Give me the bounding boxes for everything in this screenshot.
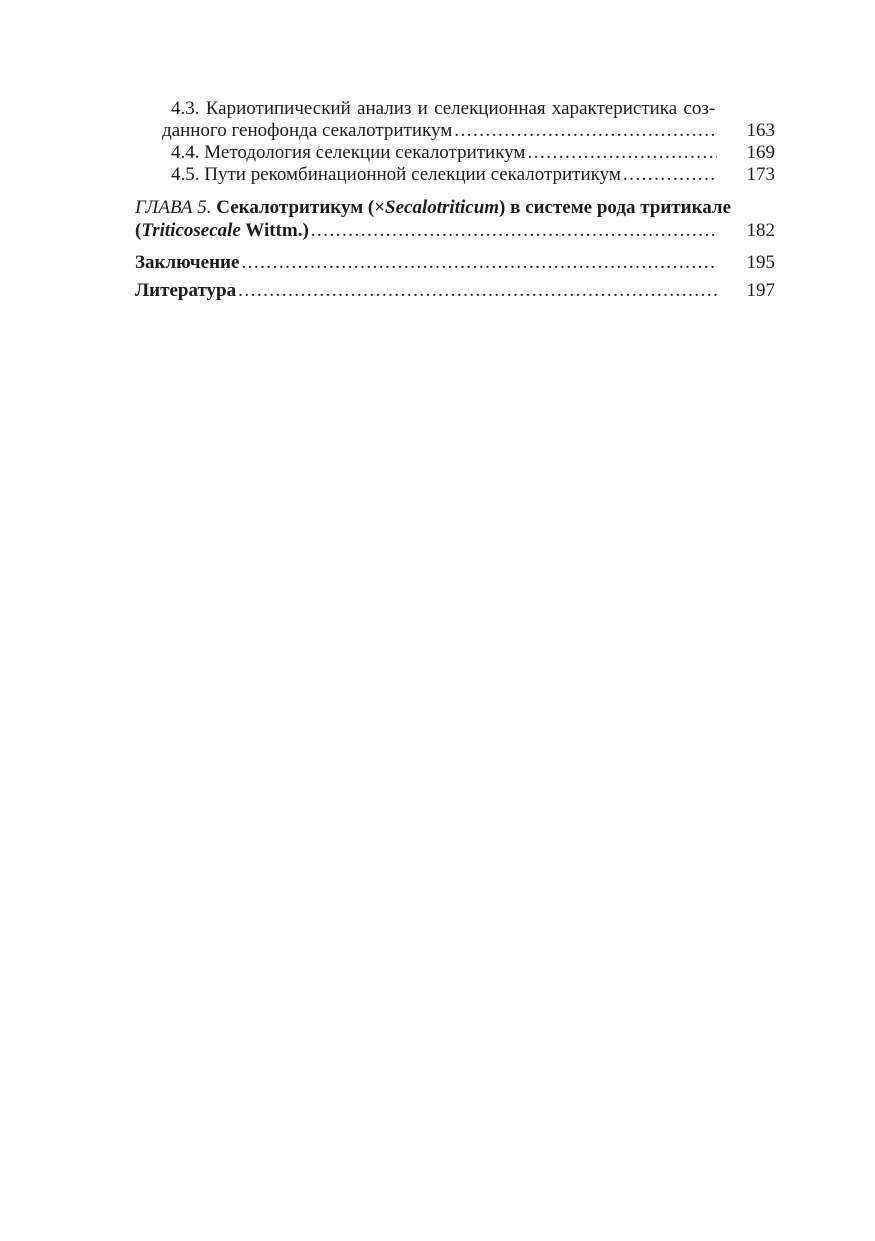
toc-entry-line xyxy=(162,120,775,142)
toc-entry-line xyxy=(162,98,775,120)
toc-entry-4-5 xyxy=(162,164,775,186)
toc-entry-text xyxy=(135,219,309,242)
toc-entry-line xyxy=(135,252,775,274)
toc-entry-line xyxy=(135,219,775,242)
chapter-label: ГЛАВА 5. xyxy=(135,197,212,218)
chapter-title-text: ) в системе рода тритикале xyxy=(499,197,731,218)
dot-leader xyxy=(241,252,717,274)
dot-leader xyxy=(311,219,717,242)
toc-entry-4-4 xyxy=(162,142,775,164)
dot-leader xyxy=(454,120,717,142)
dot-leader xyxy=(238,280,717,302)
dot-leader xyxy=(623,164,717,186)
chapter-title-text: Wittm.) xyxy=(240,220,309,241)
page-number: 169 xyxy=(746,142,775,163)
chapter-title-text: ( xyxy=(135,220,142,241)
toc-entry-text: данного генофонда секалотритикум xyxy=(162,120,453,141)
toc-entry-text: 4.3. Кариотипический анализ и селекционная характеристика соз- xyxy=(171,98,716,119)
page-number: 182 xyxy=(746,220,775,241)
chapter-title-latin: Secalotriticum xyxy=(385,197,500,218)
toc-entry-4-3 xyxy=(162,98,775,142)
toc-entry-chapter-5 xyxy=(135,196,775,242)
page-number: 173 xyxy=(746,164,775,185)
page-number: 195 xyxy=(746,252,775,273)
toc-entry-literature xyxy=(135,280,775,302)
page-number: 163 xyxy=(746,120,775,141)
toc-entry-text: Заключение xyxy=(135,252,240,273)
dot-leader xyxy=(527,142,717,164)
toc-entry-text: 4.5. Пути рекомбинационной селекции секалотритикум xyxy=(171,164,621,185)
page-number: 197 xyxy=(746,280,775,301)
chapter-title-latin: Triticosecale xyxy=(141,220,241,241)
table-of-contents xyxy=(135,98,775,302)
chapter-title-text: Секалотритикум (× xyxy=(216,197,386,218)
toc-entry-line xyxy=(135,196,775,219)
toc-entry-text: Литература xyxy=(135,280,237,301)
toc-entry-line xyxy=(162,164,775,186)
toc-entry-conclusion xyxy=(135,252,775,274)
toc-entry-line xyxy=(135,280,775,302)
toc-entry-line xyxy=(162,142,775,164)
toc-entry-text: 4.4. Методология селекции секалотритикум xyxy=(171,142,526,163)
